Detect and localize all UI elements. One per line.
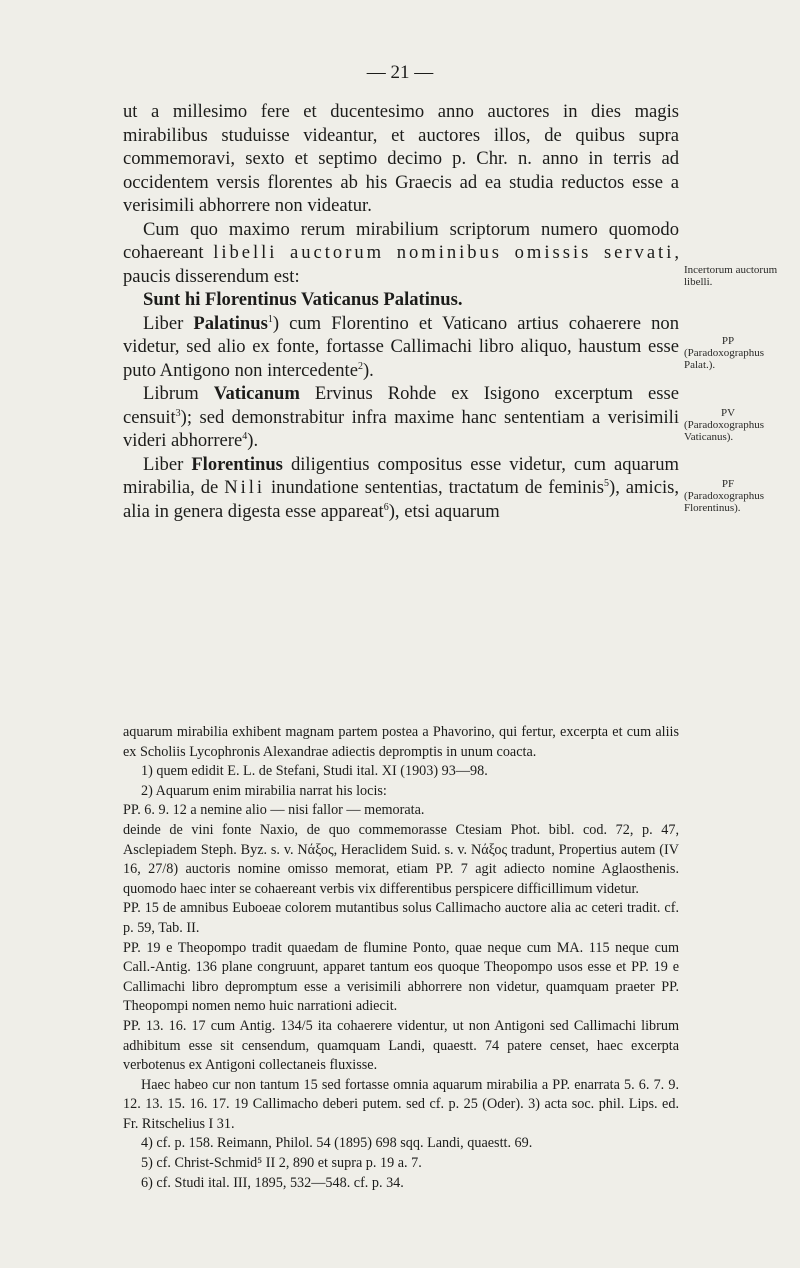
main-text — [123, 100, 679, 523]
footnote-1: 1) quem edidit E. L. de Stefani, Studi ital. XI (1903) 93—98. — [141, 763, 488, 780]
section-heading: Sunt hi Florentinus Vaticanus Palatinus. — [143, 289, 463, 310]
paragraph-1: ut a millesimo fere et ducentesimo anno auctores in dies magis mirabilibus studuisse videantur, et auctores illos, de quibus supra commemoravi, sexto et septimo decimo p. Chr. n. anno in terris ad occidentem versis florentes ab his Graecis ad ea studia reductos esse a verisimili abhorrere non videatur. — [123, 101, 679, 216]
spaced-phrase: libelli auctorum nominibus omissis servati — [213, 242, 675, 263]
paragraph-palatinus: Liber Palatinus$^1$) cum Florentino et Vaticano artius cohaerere non videtur, sed alio ex fonte, fortasse Callimachi libro aliquo, haustum esse puto Antigono non intercedente$^2$). — [123, 312, 679, 381]
footnote-2-line: PP. 13. 16. 17 cum Antig. 134/5 ita cohaerere videntur, ut non Antigoni sed Callimachi librum adhibitum esse sit censendum, quamquam Landi, quaestt. 74 patere censet, haec excerpta verbotenus ex Antigoni collectaneis fluxisse. — [123, 1017, 679, 1074]
footnote-4: 4) cf. p. 158. Reimann, Philol. 54 (1895) 698 sqq. Landi, quaestt. 69. — [141, 1135, 533, 1152]
paragraph-florentinus: Liber Florentinus diligentius compositus esse videtur, cum aquarum mirabilia, de Nili inundatione sententias, tractatum de feminis$^5$), amicis, alia in genera digesta esse appareat$^6$), etsi aquarum — [123, 453, 679, 522]
footnote-continuation: aquarum mirabilia exhibent magnam partem postea a Phavorino, qui fertur, excerpta et cum aliis ex Scholiis Lycophronis Alexandrae adiectis depromptis in unum coacta. — [123, 724, 679, 760]
footnote-2-line: Haec habeo cur non tantum 15 sed fortasse omnia aquarum mirabilia a PP. enarrata 5. 6. 7. 9. 12. 13. 15. 16. 17. 19 Callimacho deberi putem. sed cf. p. 25 (Oder). 3) acta soc. phil. Lips. ed. Fr. Ritschelius I 31. — [123, 1076, 679, 1132]
footnote-2-line: PP. 15 de amnibus Euboeae colorem mutantibus solus Callimacho auctore alia ac ceteri tradit. cf. p. 59, Tab. II. — [123, 900, 679, 936]
footnote-2-line: PP. 19 e Theopompo tradit quaedam de flumine Ponto, quae neque cum MA. 115 neque cum Call.-Antig. 136 plane congruunt, apparet tantum eos quoque Theopompo usos esse et PP. 19 e Callimachi libro depromptum esse a verisimili abhorrere non videtur, quamquam praeter PP. Theopompi nomen nemo huic narrationi adiecit. — [123, 939, 679, 1015]
marginal-note-pv: PV (Paradoxographus Vaticanus). — [684, 407, 765, 443]
footnote-2-line: deinde de vini fonte Naxio, de quo commemorasse Ctesiam Phot. bibl. cod. 72, p. 47, Asclepiadem Steph. Byz. s. v. Νάξος, Heraclidem Suid. s. v. Νάξος tradunt, Propertius autem (IV 16, 27/8) auctoris nomine omisso memorat, etiam PP. 7 agit adiecto nomine Aglaosthenis. quomodo haec inter se cohaereant verbis vix differentibus perspicere difficillimum videtur. — [123, 821, 679, 897]
page-number: — 21 — — [366, 62, 434, 83]
footnote-2-line: PP. 6. 9. 12 a nemine alio — nisi fallor — memorata. — [123, 802, 425, 819]
footnote-6: 6) cf. Studi ital. III, 1895, 532—548. cf. p. 34. — [141, 1174, 404, 1191]
footnote-5: 5) cf. Christ-Schmid⁵ II 2, 890 et supra p. 19 a. 7. — [141, 1155, 422, 1172]
marginal-note-pf: PF (Paradoxographus Florentinus). — [684, 478, 765, 514]
footnotes — [123, 723, 679, 1193]
footnote-2: 2) Aquarum enim mirabilia narrat his locis: — [141, 782, 387, 799]
paragraph-vaticanus: Librum Vaticanum Ervinus Rohde ex Isigono excerptum esse censuit$^3$); sed demonstrabitur infra maxime hanc sententiam a verisimili videri abhorrere$^4$). — [123, 383, 679, 451]
paragraph-2: Cum quo maximo rerum mirabilium scriptorum numero quomodo cohaereant libelli auctorum nominibus omissis servati, paucis disserendum est: — [123, 218, 679, 287]
marginal-note-pp: PP (Paradoxographus Palat.). — [684, 335, 765, 371]
marginal-note-incertorum: Incertorum auctorum libelli. — [684, 264, 778, 288]
